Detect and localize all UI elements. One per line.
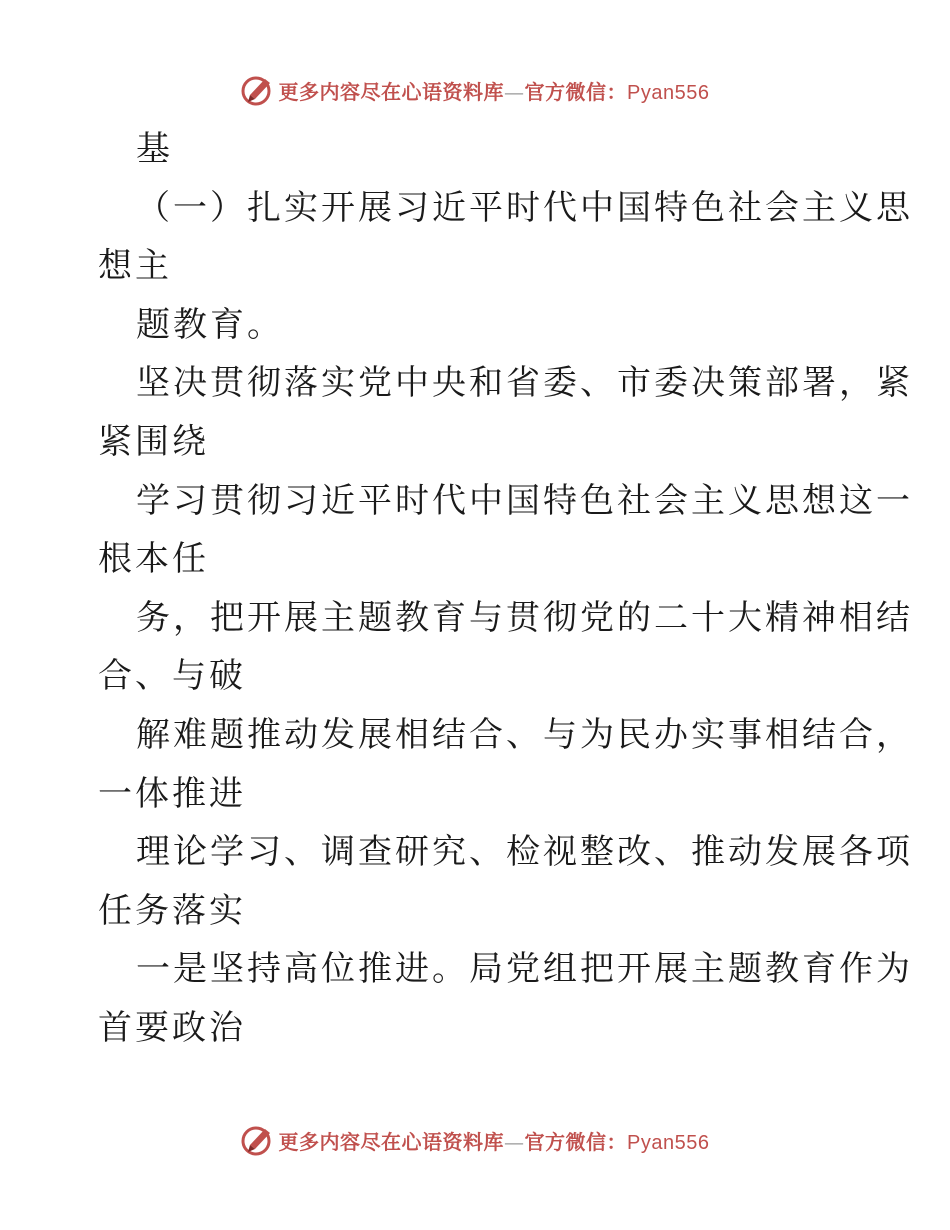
- body-line: 首要政治: [98, 1007, 246, 1048]
- header-banner-prefix: 更多内容尽在心语资料库: [278, 79, 505, 104]
- body-line: 想主: [98, 246, 172, 287]
- header-wechat-label: 官方微信：: [524, 79, 628, 104]
- body-line: （一）扎实开展习近平时代中国特色社会主义思: [136, 187, 913, 228]
- header-banner: [0, 70, 950, 110]
- body-line: 基: [136, 129, 173, 169]
- body-line: 任务落实: [98, 890, 246, 931]
- footer-banner-text: [279, 1126, 710, 1155]
- body-line: 学习贯彻习近平时代中国特色社会主义思想这一: [136, 480, 913, 521]
- body-line: 紧围绕: [98, 421, 209, 462]
- pen-logo-icon: [241, 1123, 275, 1157]
- pen-logo-icon: [241, 73, 275, 107]
- footer-wechat-label: 官方微信：: [524, 1129, 628, 1154]
- header-wechat-id: Pyan556: [627, 81, 710, 104]
- header-banner-separator: —: [504, 79, 525, 104]
- body-line: 一体推进: [98, 773, 246, 814]
- body-line: 解难题推动发展相结合、与为民办实事相结合，: [136, 714, 913, 755]
- body-line: 一是坚持高位推进。局党组把开展主题教育作为: [136, 949, 913, 990]
- footer-banner-prefix: 更多内容尽在心语资料库: [278, 1129, 505, 1154]
- body-line: 根本任: [98, 539, 209, 580]
- document-body: [98, 120, 913, 1058]
- footer-wechat-id: Pyan556: [627, 1131, 710, 1154]
- footer-banner: [0, 1120, 950, 1160]
- header-banner-text: [279, 76, 710, 105]
- body-line: 合、与破: [98, 656, 246, 697]
- body-line: 理论学习、调查研究、检视整改、推动发展各项: [136, 832, 913, 873]
- body-line: 题教育。: [136, 304, 284, 345]
- footer-banner-separator: —: [504, 1129, 525, 1154]
- body-line: 务，把开展主题教育与贯彻党的二十大精神相结: [136, 597, 913, 638]
- body-line: 坚决贯彻落实党中央和省委、市委决策部署，紧: [136, 363, 913, 404]
